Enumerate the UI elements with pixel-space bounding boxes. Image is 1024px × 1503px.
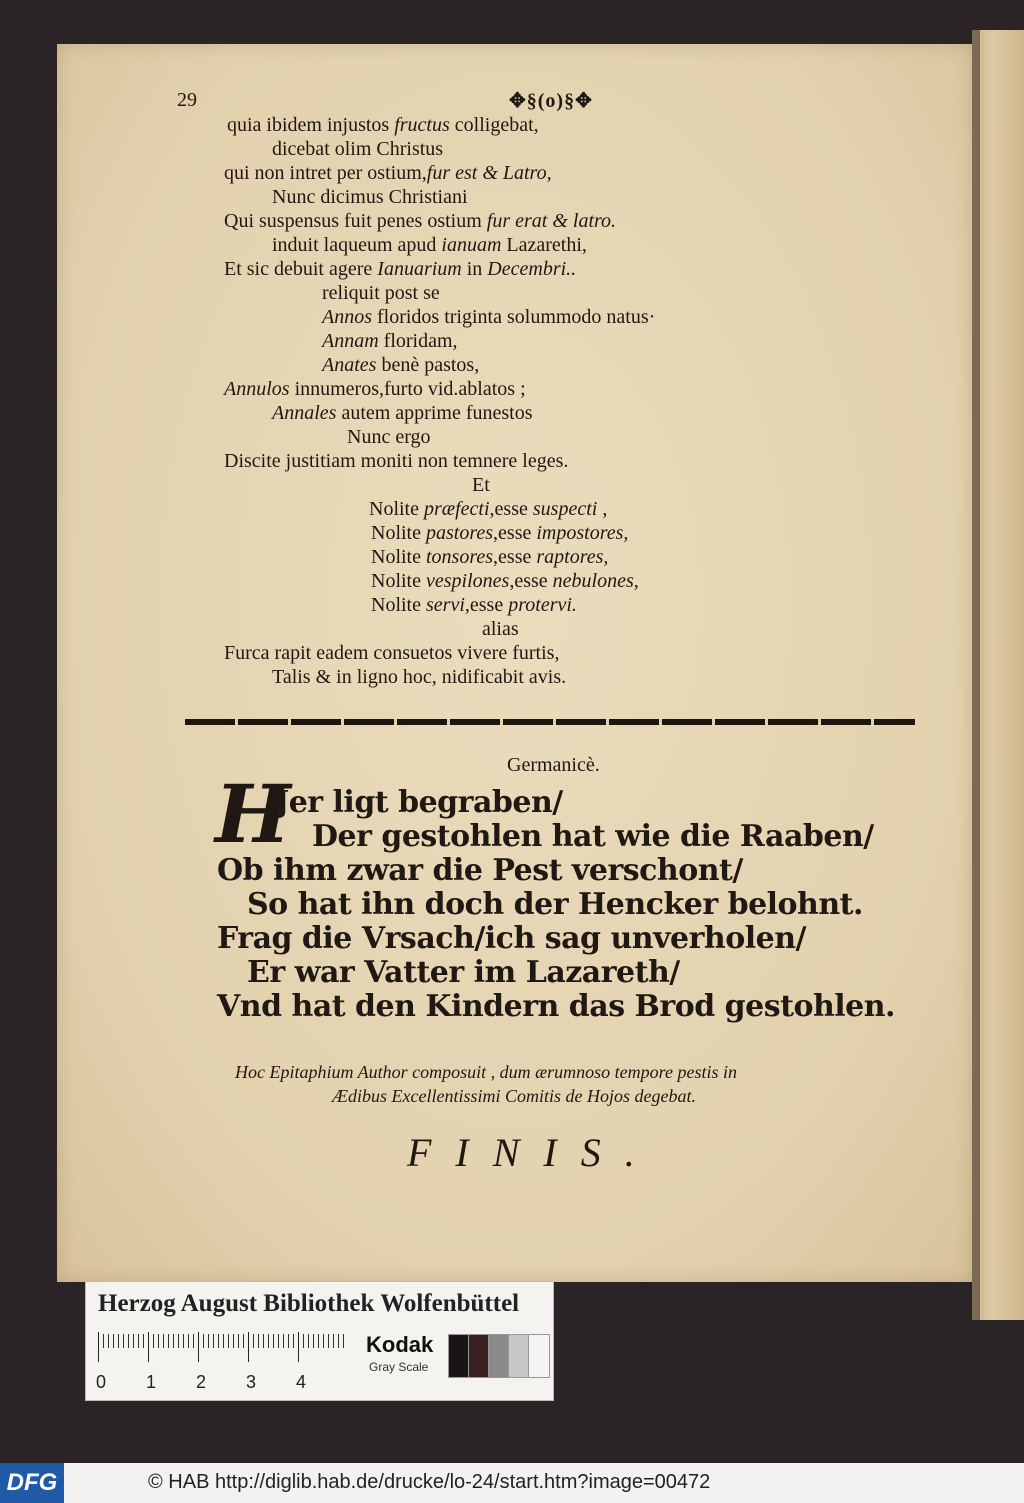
latin-line-segment: quia ibidem injustos bbox=[227, 114, 395, 136]
latin-line bbox=[224, 210, 616, 232]
latin-line bbox=[224, 378, 526, 400]
latin-line bbox=[224, 258, 576, 280]
latin-line bbox=[272, 234, 587, 256]
latin-line-segment: Annales bbox=[272, 402, 337, 424]
page-number: 29 bbox=[177, 89, 197, 111]
gray-swatch bbox=[468, 1334, 490, 1378]
latin-line-segment: vespilones bbox=[426, 570, 510, 592]
german-line: Ob ihm zwar die Pest verschont/ bbox=[217, 853, 743, 888]
latin-line-segment: fur erat & latro. bbox=[486, 210, 617, 232]
latin-line bbox=[472, 474, 490, 496]
latin-line-segment: Qui suspensus fuit penes ostium bbox=[224, 210, 487, 232]
latin-line-segment: Furca rapit eadem consuetos vivere furtis, bbox=[224, 642, 560, 664]
latin-line bbox=[371, 594, 577, 616]
latin-line bbox=[272, 402, 533, 424]
copyright-link[interactable]: © HAB http://diglib.hab.de/drucke/lo-24/start.htm?image=00472 bbox=[148, 1471, 711, 1493]
latin-line-segment: suspecti bbox=[532, 498, 598, 520]
german-line: Er war Vatter im Lazareth/ bbox=[247, 955, 680, 990]
gray-swatch bbox=[508, 1334, 530, 1378]
latin-line-segment: impostores, bbox=[536, 522, 629, 544]
latin-line-segment: Annulos bbox=[224, 378, 290, 400]
latin-line-segment: reliquit post se bbox=[322, 282, 440, 304]
latin-line-segment: in bbox=[461, 258, 488, 280]
latin-line-segment: ,esse bbox=[489, 498, 533, 520]
german-line: Jer ligt begraben/ bbox=[275, 785, 563, 820]
scale-ruler-major-ticks bbox=[98, 1332, 348, 1362]
latin-line-segment: ianuam bbox=[441, 234, 502, 256]
latin-line bbox=[224, 162, 552, 184]
finis-text: FINIS. bbox=[407, 1130, 659, 1175]
latin-line-segment: , bbox=[597, 498, 608, 520]
library-name: Herzog August Bibliothek Wolfenbüttel bbox=[98, 1290, 520, 1317]
latin-line-segment: Decembri.. bbox=[487, 258, 577, 280]
ruler-number: 3 bbox=[246, 1372, 257, 1392]
gray-swatch bbox=[528, 1334, 550, 1378]
latin-line bbox=[272, 138, 443, 160]
latin-line-segment: Discite justitiam moniti non temnere leges. bbox=[224, 450, 569, 472]
latin-line-segment: ,esse bbox=[493, 546, 537, 568]
latin-line-segment: ,esse bbox=[509, 570, 553, 592]
author-note-line-1: Hoc Epitaphium Author composuit , dum ærumnoso tempore pestis in bbox=[235, 1062, 737, 1082]
latin-line-segment: Nunc dicimus Christiani bbox=[272, 186, 468, 208]
latin-line-segment: qui non intret per ostium, bbox=[224, 162, 427, 184]
german-line: So hat ihn doch der Hencker belohnt. bbox=[247, 887, 863, 922]
latin-line-segment: tonsores bbox=[426, 546, 494, 568]
ruler-number: 2 bbox=[196, 1372, 207, 1392]
latin-line-segment: Et sic debuit agere bbox=[224, 258, 378, 280]
latin-line-segment: Nunc ergo bbox=[347, 426, 431, 448]
latin-line bbox=[272, 186, 468, 208]
latin-line-segment: benè pastos, bbox=[376, 354, 480, 376]
german-line: Vnd hat den Kindern das Brod gestohlen. bbox=[217, 989, 895, 1024]
library-label-card bbox=[85, 1281, 554, 1401]
latin-line-segment: autem apprime funestos bbox=[336, 402, 533, 424]
latin-line-segment: alias bbox=[482, 618, 519, 640]
section-divider bbox=[185, 719, 915, 725]
latin-line-segment: Nolite bbox=[369, 498, 424, 520]
latin-line bbox=[369, 498, 607, 520]
footer-bar bbox=[0, 1463, 1024, 1503]
latin-line bbox=[322, 306, 655, 328]
latin-line-segment: fructus bbox=[394, 114, 450, 136]
latin-line bbox=[224, 450, 568, 472]
latin-line-segment: præfecti bbox=[424, 498, 490, 520]
latin-line-segment: pastores bbox=[426, 522, 494, 544]
next-page-edge bbox=[972, 30, 1024, 1320]
latin-line-segment: Nolite bbox=[371, 570, 426, 592]
latin-line-segment: Nolite bbox=[371, 594, 426, 616]
latin-line-segment: ,esse bbox=[464, 594, 509, 616]
latin-line-segment: raptores, bbox=[536, 546, 609, 568]
latin-line-segment: innumeros,furto vid.ablatos ; bbox=[289, 378, 526, 400]
latin-line-segment: Anates bbox=[322, 354, 377, 376]
latin-line-segment: fur est & Latro, bbox=[426, 162, 552, 184]
latin-line bbox=[322, 354, 479, 376]
latin-line bbox=[322, 330, 458, 352]
latin-line-segment: ,esse bbox=[493, 522, 537, 544]
latin-line bbox=[371, 522, 628, 544]
latin-line bbox=[482, 618, 519, 640]
latin-line-segment: Talis & in ligno hoc, nidificabit avis. bbox=[272, 666, 567, 688]
german-line: Frag die Vrsach/ich sag unverholen/ bbox=[217, 921, 806, 956]
author-note-line-2: Ædibus Excellentissimi Comitis de Hojos degebat. bbox=[332, 1086, 696, 1106]
latin-line bbox=[371, 570, 639, 592]
ruler-number: 0 bbox=[96, 1372, 107, 1392]
gray-swatch bbox=[448, 1334, 470, 1378]
drop-cap: H bbox=[215, 767, 291, 861]
latin-line-segment: dicebat olim Christus bbox=[272, 138, 444, 160]
latin-line-segment: Annos bbox=[322, 306, 372, 328]
latin-line-segment: Lazarethi, bbox=[501, 234, 587, 256]
latin-line bbox=[272, 666, 566, 688]
gray-swatch bbox=[488, 1334, 510, 1378]
header-ornament: ✥§(o)§✥ bbox=[509, 90, 593, 112]
gray-scale-label: Gray Scale bbox=[369, 1360, 429, 1374]
latin-line-segment: floridam, bbox=[378, 330, 458, 352]
ruler-number: 1 bbox=[146, 1372, 157, 1392]
latin-line bbox=[322, 282, 440, 304]
latin-line-segment: floridos triginta solummodo natus· bbox=[372, 306, 656, 328]
latin-line-segment: nebulones, bbox=[552, 570, 639, 592]
latin-line-segment: Ianuarium bbox=[377, 258, 462, 280]
latin-line bbox=[224, 642, 559, 664]
latin-line-segment: colligebat, bbox=[449, 114, 539, 136]
latin-line-segment: servi bbox=[426, 594, 465, 616]
latin-line bbox=[371, 546, 608, 568]
latin-line-segment: protervi. bbox=[508, 594, 577, 616]
latin-line-segment: Nolite bbox=[371, 546, 426, 568]
latin-line-segment: Annam bbox=[322, 330, 379, 352]
latin-line-segment: Nolite bbox=[371, 522, 426, 544]
german-line: Der gestohlen hat wie die Raaben/ bbox=[312, 819, 874, 854]
document-page bbox=[57, 44, 972, 1282]
latin-line bbox=[347, 426, 431, 448]
latin-line bbox=[227, 114, 539, 136]
ruler-number: 4 bbox=[296, 1372, 307, 1392]
latin-line-segment: Et bbox=[472, 474, 490, 496]
section-title: Germanicè. bbox=[507, 754, 600, 776]
dfg-logo: DFG bbox=[0, 1463, 64, 1503]
kodak-brand: Kodak bbox=[366, 1332, 434, 1357]
latin-line-segment: induit laqueum apud bbox=[272, 234, 442, 256]
